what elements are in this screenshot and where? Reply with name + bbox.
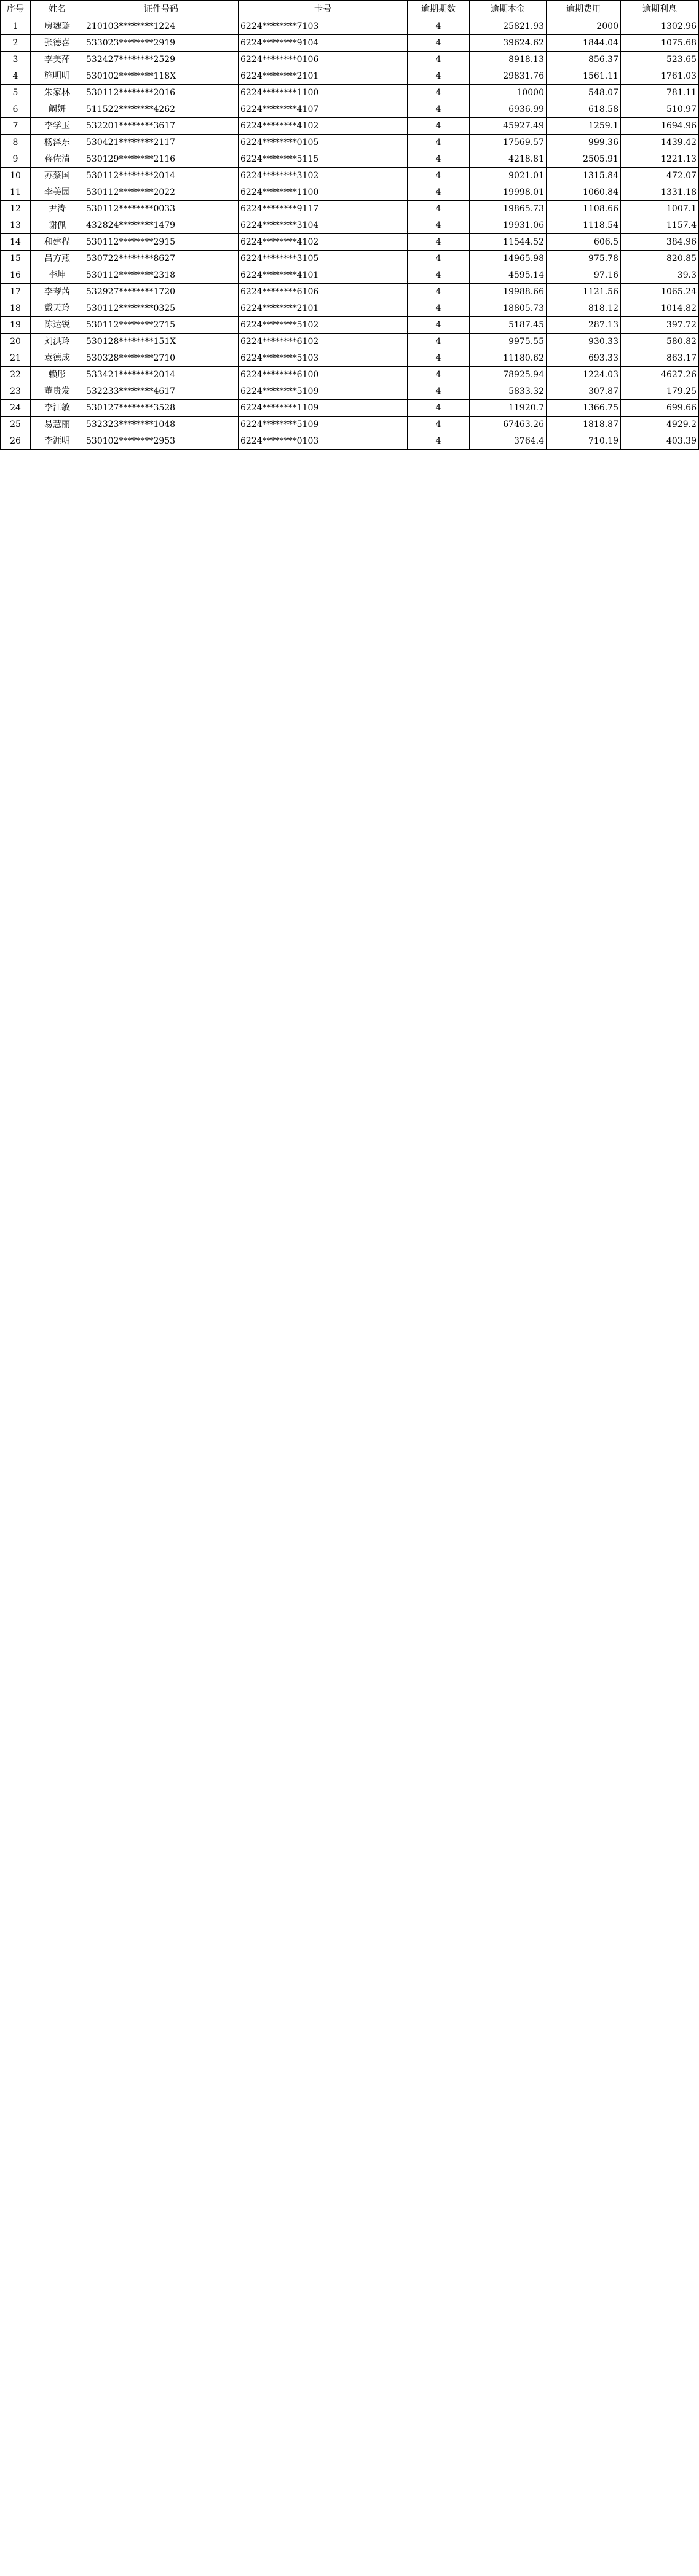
- overdue-fees-cell: 1259.1: [547, 118, 621, 135]
- header-id-number: 证件号码: [84, 1, 239, 18]
- overdue-interest-cell: 580.82: [621, 334, 699, 350]
- seq-cell: 3: [1, 52, 31, 68]
- table-row: [1, 118, 699, 135]
- overdue-periods-cell: 4: [408, 317, 470, 334]
- seq-cell: 13: [1, 217, 31, 234]
- table-row: [1, 201, 699, 217]
- table-row: [1, 217, 699, 234]
- overdue-fees-cell: 618.58: [547, 101, 621, 118]
- overdue-periods-cell: 4: [408, 52, 470, 68]
- overdue-interest-cell: 179.25: [621, 383, 699, 400]
- id-number-cell: 530112********2022: [84, 184, 239, 201]
- seq-cell: 19: [1, 317, 31, 334]
- overdue-periods-cell: 4: [408, 334, 470, 350]
- name-cell: 李坤: [31, 267, 84, 284]
- name-cell: 谢佩: [31, 217, 84, 234]
- overdue-periods-cell: 4: [408, 151, 470, 168]
- table-row: [1, 334, 699, 350]
- overdue-principal-cell: 19931.06: [470, 217, 547, 234]
- header-seq: 序号: [1, 1, 31, 18]
- overdue-periods-cell: 4: [408, 251, 470, 267]
- card-number-cell: 6224********7103: [239, 18, 408, 35]
- overdue-fees-cell: 1844.04: [547, 35, 621, 52]
- overdue-periods-cell: 4: [408, 383, 470, 400]
- card-number-cell: 6224********0106: [239, 52, 408, 68]
- table-row: [1, 267, 699, 284]
- seq-cell: 24: [1, 400, 31, 417]
- overdue-periods-cell: 4: [408, 85, 470, 101]
- table-body: [1, 18, 699, 450]
- name-cell: 苏蔡国: [31, 168, 84, 184]
- card-number-cell: 6224********3102: [239, 168, 408, 184]
- header-name: 姓名: [31, 1, 84, 18]
- seq-cell: 18: [1, 300, 31, 317]
- table-row: [1, 168, 699, 184]
- overdue-principal-cell: 6936.99: [470, 101, 547, 118]
- table-row: [1, 184, 699, 201]
- name-cell: 尹涛: [31, 201, 84, 217]
- seq-cell: 15: [1, 251, 31, 267]
- card-number-cell: 6224********6100: [239, 367, 408, 383]
- overdue-interest-cell: 523.65: [621, 52, 699, 68]
- name-cell: 李学玉: [31, 118, 84, 135]
- overdue-periods-cell: 4: [408, 217, 470, 234]
- seq-cell: 8: [1, 135, 31, 151]
- header-card-number: 卡号: [239, 1, 408, 18]
- seq-cell: 16: [1, 267, 31, 284]
- name-cell: 李琴茜: [31, 284, 84, 300]
- overdue-principal-cell: 25821.93: [470, 18, 547, 35]
- card-number-cell: 6224********4102: [239, 234, 408, 251]
- table-row: [1, 417, 699, 433]
- overdue-interest-cell: 820.85: [621, 251, 699, 267]
- table-row: [1, 151, 699, 168]
- card-number-cell: 6224********2101: [239, 300, 408, 317]
- overdue-fees-cell: 548.07: [547, 85, 621, 101]
- overdue-interest-cell: 1157.4: [621, 217, 699, 234]
- seq-cell: 10: [1, 168, 31, 184]
- name-cell: 施明明: [31, 68, 84, 85]
- id-number-cell: 530328********2710: [84, 350, 239, 367]
- overdue-fees-cell: 307.87: [547, 383, 621, 400]
- card-number-cell: 6224********9104: [239, 35, 408, 52]
- card-number-cell: 6224********5103: [239, 350, 408, 367]
- overdue-fees-cell: 1121.56: [547, 284, 621, 300]
- overdue-principal-cell: 45927.49: [470, 118, 547, 135]
- seq-cell: 26: [1, 433, 31, 450]
- name-cell: 阚妍: [31, 101, 84, 118]
- overdue-periods-cell: 4: [408, 135, 470, 151]
- overdue-principal-cell: 11920.7: [470, 400, 547, 417]
- overdue-principal-cell: 5833.32: [470, 383, 547, 400]
- seq-cell: 1: [1, 18, 31, 35]
- id-number-cell: 530112********2318: [84, 267, 239, 284]
- overdue-periods-cell: 4: [408, 267, 470, 284]
- overdue-fees-cell: 930.33: [547, 334, 621, 350]
- overdue-interest-cell: 403.39: [621, 433, 699, 450]
- card-number-cell: 6224********6106: [239, 284, 408, 300]
- card-number-cell: 6224********6102: [239, 334, 408, 350]
- overdue-periods-cell: 4: [408, 433, 470, 450]
- seq-cell: 7: [1, 118, 31, 135]
- card-number-cell: 6224********1100: [239, 85, 408, 101]
- overdue-principal-cell: 67463.26: [470, 417, 547, 433]
- overdue-interest-cell: 1014.82: [621, 300, 699, 317]
- id-number-cell: 532323********1048: [84, 417, 239, 433]
- card-number-cell: 6224********5102: [239, 317, 408, 334]
- table-row: [1, 317, 699, 334]
- overdue-interest-cell: 510.97: [621, 101, 699, 118]
- seq-cell: 21: [1, 350, 31, 367]
- overdue-interest-cell: 1007.1: [621, 201, 699, 217]
- overdue-interest-cell: 1302.96: [621, 18, 699, 35]
- name-cell: 董贵发: [31, 383, 84, 400]
- overdue-periods-cell: 4: [408, 184, 470, 201]
- overdue-principal-cell: 11544.52: [470, 234, 547, 251]
- card-number-cell: 6224********1100: [239, 184, 408, 201]
- overdue-interest-cell: 1331.18: [621, 184, 699, 201]
- overdue-periods-cell: 4: [408, 400, 470, 417]
- card-number-cell: 6224********1109: [239, 400, 408, 417]
- card-number-cell: 6224********5115: [239, 151, 408, 168]
- overdue-interest-cell: 1065.24: [621, 284, 699, 300]
- table-row: [1, 35, 699, 52]
- overdue-interest-cell: 1761.03: [621, 68, 699, 85]
- name-cell: 和建程: [31, 234, 84, 251]
- table-header-row: [1, 1, 699, 18]
- overdue-fees-cell: 975.78: [547, 251, 621, 267]
- card-number-cell: 6224********5109: [239, 383, 408, 400]
- overdue-fees-cell: 1118.54: [547, 217, 621, 234]
- overdue-periods-cell: 4: [408, 284, 470, 300]
- overdue-fees-cell: 1818.87: [547, 417, 621, 433]
- seq-cell: 22: [1, 367, 31, 383]
- overdue-periods-cell: 4: [408, 234, 470, 251]
- overdue-interest-cell: 4929.2: [621, 417, 699, 433]
- table-row: [1, 101, 699, 118]
- card-number-cell: 6224********9117: [239, 201, 408, 217]
- seq-cell: 25: [1, 417, 31, 433]
- card-number-cell: 6224********3105: [239, 251, 408, 267]
- overdue-principal-cell: 11180.62: [470, 350, 547, 367]
- seq-cell: 4: [1, 68, 31, 85]
- seq-cell: 14: [1, 234, 31, 251]
- overdue-periods-cell: 4: [408, 417, 470, 433]
- table-row: [1, 350, 699, 367]
- overdue-periods-cell: 4: [408, 118, 470, 135]
- table-row: [1, 68, 699, 85]
- overdue-accounts-table: [0, 0, 699, 450]
- seq-cell: 23: [1, 383, 31, 400]
- overdue-interest-cell: 384.96: [621, 234, 699, 251]
- seq-cell: 6: [1, 101, 31, 118]
- table-row: [1, 300, 699, 317]
- card-number-cell: 6224********3104: [239, 217, 408, 234]
- seq-cell: 5: [1, 85, 31, 101]
- seq-cell: 20: [1, 334, 31, 350]
- overdue-interest-cell: 4627.26: [621, 367, 699, 383]
- card-number-cell: 6224********0105: [239, 135, 408, 151]
- overdue-principal-cell: 10000: [470, 85, 547, 101]
- overdue-fees-cell: 2505.91: [547, 151, 621, 168]
- overdue-fees-cell: 710.19: [547, 433, 621, 450]
- name-cell: 李涯明: [31, 433, 84, 450]
- id-number-cell: 532427********2529: [84, 52, 239, 68]
- id-number-cell: 432824********1479: [84, 217, 239, 234]
- id-number-cell: 530421********2117: [84, 135, 239, 151]
- overdue-principal-cell: 3764.4: [470, 433, 547, 450]
- overdue-interest-cell: 863.17: [621, 350, 699, 367]
- id-number-cell: 530112********0033: [84, 201, 239, 217]
- id-number-cell: 530112********0325: [84, 300, 239, 317]
- overdue-fees-cell: 1366.75: [547, 400, 621, 417]
- table-row: [1, 18, 699, 35]
- overdue-fees-cell: 1315.84: [547, 168, 621, 184]
- name-cell: 杨泽东: [31, 135, 84, 151]
- overdue-fees-cell: 856.37: [547, 52, 621, 68]
- table-row: [1, 52, 699, 68]
- overdue-fees-cell: 287.13: [547, 317, 621, 334]
- header-overdue-interest: 逾期利息: [621, 1, 699, 18]
- seq-cell: 2: [1, 35, 31, 52]
- table-row: [1, 234, 699, 251]
- id-number-cell: 530127********3528: [84, 400, 239, 417]
- name-cell: 吕方燕: [31, 251, 84, 267]
- overdue-interest-cell: 1694.96: [621, 118, 699, 135]
- table-row: [1, 251, 699, 267]
- seq-cell: 9: [1, 151, 31, 168]
- overdue-fees-cell: 693.33: [547, 350, 621, 367]
- overdue-interest-cell: 472.07: [621, 168, 699, 184]
- name-cell: 戴天玲: [31, 300, 84, 317]
- id-number-cell: 530112********2915: [84, 234, 239, 251]
- id-number-cell: 530112********2715: [84, 317, 239, 334]
- overdue-interest-cell: 1075.68: [621, 35, 699, 52]
- card-number-cell: 6224********4101: [239, 267, 408, 284]
- overdue-principal-cell: 9021.01: [470, 168, 547, 184]
- card-number-cell: 6224********2101: [239, 68, 408, 85]
- overdue-principal-cell: 4595.14: [470, 267, 547, 284]
- id-number-cell: 530722********8627: [84, 251, 239, 267]
- header-overdue-periods: 逾期期数: [408, 1, 470, 18]
- overdue-principal-cell: 4218.81: [470, 151, 547, 168]
- card-number-cell: 6224********4107: [239, 101, 408, 118]
- id-number-cell: 530102********118X: [84, 68, 239, 85]
- overdue-periods-cell: 4: [408, 168, 470, 184]
- header-overdue-fees: 逾期费用: [547, 1, 621, 18]
- overdue-interest-cell: 397.72: [621, 317, 699, 334]
- overdue-periods-cell: 4: [408, 18, 470, 35]
- name-cell: 赖彤: [31, 367, 84, 383]
- overdue-periods-cell: 4: [408, 300, 470, 317]
- table-row: [1, 433, 699, 450]
- name-cell: 张德喜: [31, 35, 84, 52]
- overdue-periods-cell: 4: [408, 367, 470, 383]
- overdue-periods-cell: 4: [408, 35, 470, 52]
- overdue-periods-cell: 4: [408, 101, 470, 118]
- overdue-periods-cell: 4: [408, 201, 470, 217]
- overdue-fees-cell: 2000: [547, 18, 621, 35]
- name-cell: 陈达锐: [31, 317, 84, 334]
- name-cell: 朱家林: [31, 85, 84, 101]
- overdue-principal-cell: 14965.98: [470, 251, 547, 267]
- table-row: [1, 400, 699, 417]
- overdue-interest-cell: 1221.13: [621, 151, 699, 168]
- table-row: [1, 85, 699, 101]
- overdue-principal-cell: 17569.57: [470, 135, 547, 151]
- id-number-cell: 533023********2919: [84, 35, 239, 52]
- overdue-interest-cell: 699.66: [621, 400, 699, 417]
- table-row: [1, 383, 699, 400]
- overdue-fees-cell: 999.36: [547, 135, 621, 151]
- overdue-periods-cell: 4: [408, 350, 470, 367]
- overdue-interest-cell: 781.11: [621, 85, 699, 101]
- overdue-fees-cell: 818.12: [547, 300, 621, 317]
- overdue-fees-cell: 97.16: [547, 267, 621, 284]
- seq-cell: 11: [1, 184, 31, 201]
- overdue-fees-cell: 1561.11: [547, 68, 621, 85]
- id-number-cell: 530102********2953: [84, 433, 239, 450]
- overdue-principal-cell: 39624.62: [470, 35, 547, 52]
- name-cell: 李江敏: [31, 400, 84, 417]
- id-number-cell: 532927********1720: [84, 284, 239, 300]
- name-cell: 刘洪玲: [31, 334, 84, 350]
- seq-cell: 17: [1, 284, 31, 300]
- name-cell: 易慧丽: [31, 417, 84, 433]
- table-row: [1, 367, 699, 383]
- id-number-cell: 511522********4262: [84, 101, 239, 118]
- card-number-cell: 6224********5109: [239, 417, 408, 433]
- overdue-interest-cell: 39.3: [621, 267, 699, 284]
- table-row: [1, 135, 699, 151]
- name-cell: 李美萍: [31, 52, 84, 68]
- overdue-fees-cell: 1108.66: [547, 201, 621, 217]
- overdue-periods-cell: 4: [408, 68, 470, 85]
- name-cell: 蒋佐清: [31, 151, 84, 168]
- card-number-cell: 6224********0103: [239, 433, 408, 450]
- id-number-cell: 532201********3617: [84, 118, 239, 135]
- id-number-cell: 530112********2016: [84, 85, 239, 101]
- overdue-principal-cell: 19988.66: [470, 284, 547, 300]
- header-overdue-principal: 逾期本金: [470, 1, 547, 18]
- overdue-principal-cell: 29831.76: [470, 68, 547, 85]
- overdue-fees-cell: 1060.84: [547, 184, 621, 201]
- overdue-fees-cell: 1224.03: [547, 367, 621, 383]
- overdue-principal-cell: 19865.73: [470, 201, 547, 217]
- id-number-cell: 532233********4617: [84, 383, 239, 400]
- name-cell: 李美园: [31, 184, 84, 201]
- id-number-cell: 530112********2014: [84, 168, 239, 184]
- card-number-cell: 6224********4102: [239, 118, 408, 135]
- id-number-cell: 530129********2116: [84, 151, 239, 168]
- seq-cell: 12: [1, 201, 31, 217]
- overdue-fees-cell: 606.5: [547, 234, 621, 251]
- overdue-principal-cell: 19998.01: [470, 184, 547, 201]
- overdue-principal-cell: 8918.13: [470, 52, 547, 68]
- name-cell: 房魏璇: [31, 18, 84, 35]
- table-row: [1, 284, 699, 300]
- name-cell: 袁德成: [31, 350, 84, 367]
- id-number-cell: 533421********2014: [84, 367, 239, 383]
- id-number-cell: 530128********151X: [84, 334, 239, 350]
- overdue-principal-cell: 78925.94: [470, 367, 547, 383]
- overdue-interest-cell: 1439.42: [621, 135, 699, 151]
- id-number-cell: 210103********1224: [84, 18, 239, 35]
- overdue-principal-cell: 9975.55: [470, 334, 547, 350]
- overdue-principal-cell: 18805.73: [470, 300, 547, 317]
- overdue-principal-cell: 5187.45: [470, 317, 547, 334]
